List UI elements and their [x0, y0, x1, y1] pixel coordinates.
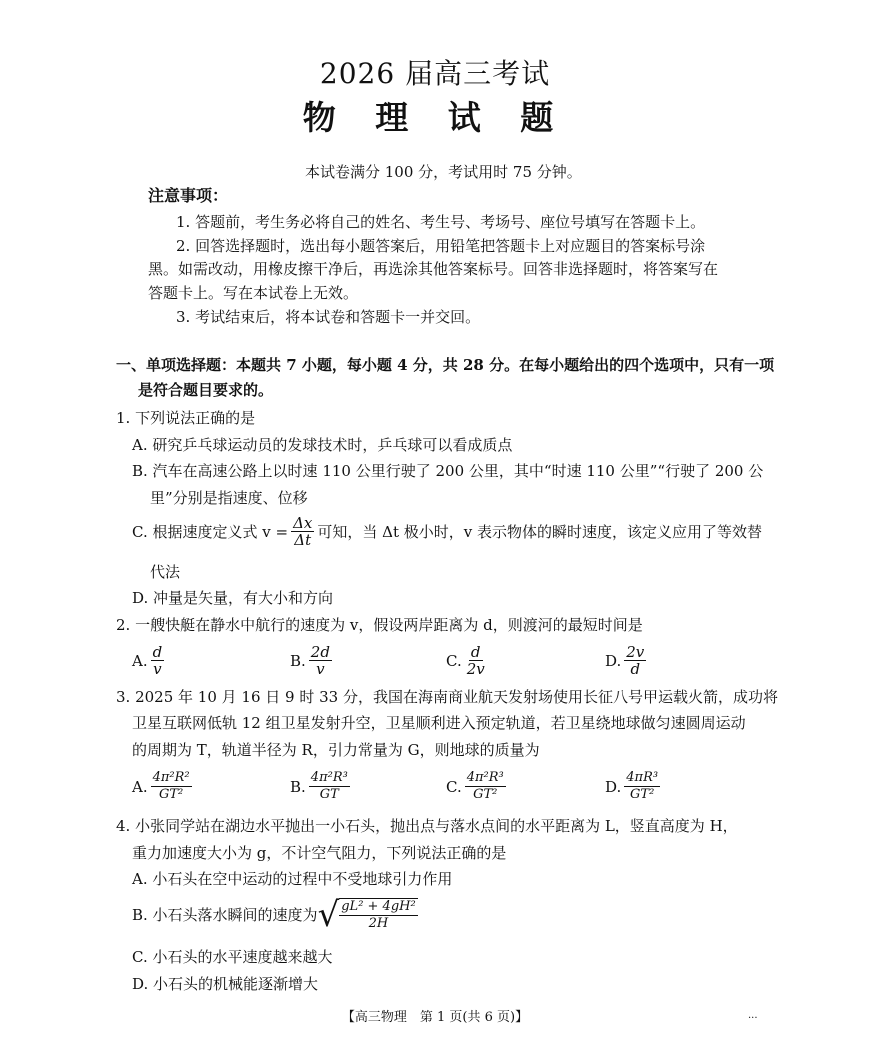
q2-option-a-numerator: d	[152, 643, 163, 661]
q2-option-a-denominator: v	[153, 660, 162, 678]
q1-option-b-line1: B. 汽车在高速公路上以时速 110 公里行驶了 200 公里，其中“时速 110 公里”“行驶了 200 公	[132, 462, 764, 480]
q3-option-c-denominator: GT²	[473, 787, 498, 802]
q4-option-b	[132, 895, 421, 935]
exam-title: 2026 届高三考试	[319, 57, 551, 90]
q3-option-d	[605, 770, 663, 803]
q3-option-b-denominator: GT	[319, 787, 339, 802]
notice-item-2-line3: 答题卡上。写在本试卷上无效。	[148, 284, 359, 302]
q2-option-label: C.	[446, 651, 462, 670]
q3-option-a-denominator: GT²	[158, 787, 184, 802]
q3-option-b-numerator: 4π²R³	[310, 770, 348, 785]
q3-option-c	[446, 770, 509, 803]
q1-option-d: D. 冲量是矢量，有大小和方向	[132, 589, 334, 607]
q1-velocity-fraction	[291, 515, 314, 548]
q1-option-c-prefix: C. 根据速度定义式 v =	[132, 522, 289, 541]
q3-option-d-denominator: GT²	[630, 787, 655, 802]
q3-option-a	[132, 770, 195, 803]
exam-info: 本试卷满分 100 分，考试用时 75 分钟。	[305, 163, 582, 181]
q4-option-a: A. 小石头在空中运动的过程中不受地球引力作用	[132, 870, 453, 888]
notice-item-2-line2: 黑。如需改动，用橡皮擦干净后，再选涂其他答案标号。回答非选择题时，将答案写在	[148, 260, 719, 278]
q1-option-c-line2: 代法	[150, 563, 181, 581]
q3-option-b	[290, 770, 353, 803]
section1-heading-line2: 是符合题目要求的。	[138, 381, 274, 399]
q3-line2: 卫星互联网低轨 12 组卫星发射升空，卫星顺利进入预定轨道，若卫星绕地球做匀速圆周运动	[132, 714, 746, 732]
q4-line2: 重力加速度大小为 g，不计空气阻力，下列说法正确的是	[132, 844, 507, 862]
q2-option-d	[605, 644, 649, 677]
q2-option-label: A.	[132, 651, 148, 670]
q3-option-label: A.	[132, 777, 148, 796]
q3-option-label: B.	[290, 777, 306, 796]
page-footer: 【高三物理 第 1 页(共 6 页)】	[341, 1010, 529, 1025]
q2-option-label: B.	[290, 651, 306, 670]
notice-item-3: 3. 考试结束后，将本试卷和答题卡一并交回。	[176, 308, 481, 326]
q3-option-label: D.	[605, 777, 622, 796]
q3-option-a-numerator: 4π²R²	[152, 770, 190, 785]
notice-heading: 注意事项：	[148, 186, 229, 205]
q1-fraction-denominator: Δt	[294, 531, 312, 549]
q2-option-b-numerator: 2d	[310, 643, 330, 661]
square-root-icon: √ $\frac{\text{gL² + 4gH²}}{2H}$	[317, 895, 416, 935]
q1-option-b-line2: 里”分别是指速度、位移	[150, 489, 308, 507]
notice-item-2-line1: 2. 回答选择题时，选出每小题答案后，用铅笔把答题卡上对应题目的答案标号涂	[176, 237, 706, 255]
q2-stem: 2. 一艘快艇在静水中航行的速度为 v，假设两岸距离为 d，则渡河的最短时间是	[116, 616, 643, 634]
q2-option-c-denominator: 2v	[466, 660, 485, 678]
notice-item-1: 1. 答题前，考生务必将自己的姓名、考生号、考场号、座位号填写在答题卡上。	[176, 213, 706, 231]
q1-stem: 1. 下列说法正确的是	[116, 409, 256, 427]
q2-option-a	[132, 644, 167, 677]
section1-heading-line1: 一、单项选择题：本题共 7 小题，每小题 4 分，共 28 分。在每小题给出的四个选项中，只有一项	[116, 356, 775, 374]
q3-option-c-numerator: 4π²R³	[466, 770, 504, 785]
q4-option-c: C. 小石头的水平速度越来越大	[132, 948, 333, 966]
q4-option-b-denominator: 2H	[368, 916, 389, 931]
q1-fraction-numerator: Δx	[293, 514, 313, 532]
q2-option-b-denominator: v	[316, 660, 325, 678]
q3-option-label: C.	[446, 777, 462, 796]
subject-title: 物 理 试 题	[302, 98, 568, 137]
q2-option-d-denominator: d	[630, 660, 641, 678]
q3-option-d-numerator: 4πR³	[626, 770, 659, 785]
q3-line3: 的周期为 T，轨道半径为 R，引力常量为 G，则地球的质量为	[132, 741, 540, 759]
q1-option-a: A. 研究乒乓球运动员的发球技术时，乒乓球可以看成质点	[132, 436, 513, 454]
footer-mark: ...	[748, 1010, 758, 1021]
q2-option-d-numerator: 2v	[626, 643, 645, 661]
q4-line1: 4. 小张同学站在湖边水平抛出一小石头，抛出点与落水点间的水平距离为 L，竖直高度为 H，	[116, 817, 738, 835]
q2-option-c	[446, 644, 490, 677]
q2-option-b	[290, 644, 335, 677]
q3-line1: 3. 2025 年 10 月 16 日 9 时 33 分，我国在海南商业航天发射场使用长征八号甲运载火箭，成功将	[116, 688, 778, 706]
q4-option-b-prefix: B. 小石头落水瞬间的速度为	[132, 906, 318, 924]
q4-option-d: D. 小石头的机械能逐渐增大	[132, 975, 319, 993]
q4-option-b-numerator: gL² + 4gH²	[341, 899, 416, 914]
q1-option-c-suffix: 可知，当 Δt 极小时，v 表示物体的瞬时速度，该定义应用了等效替	[317, 522, 763, 541]
q2-option-label: D.	[605, 651, 622, 670]
q2-option-c-numerator: d	[470, 643, 481, 661]
q1-option-c	[132, 515, 762, 548]
